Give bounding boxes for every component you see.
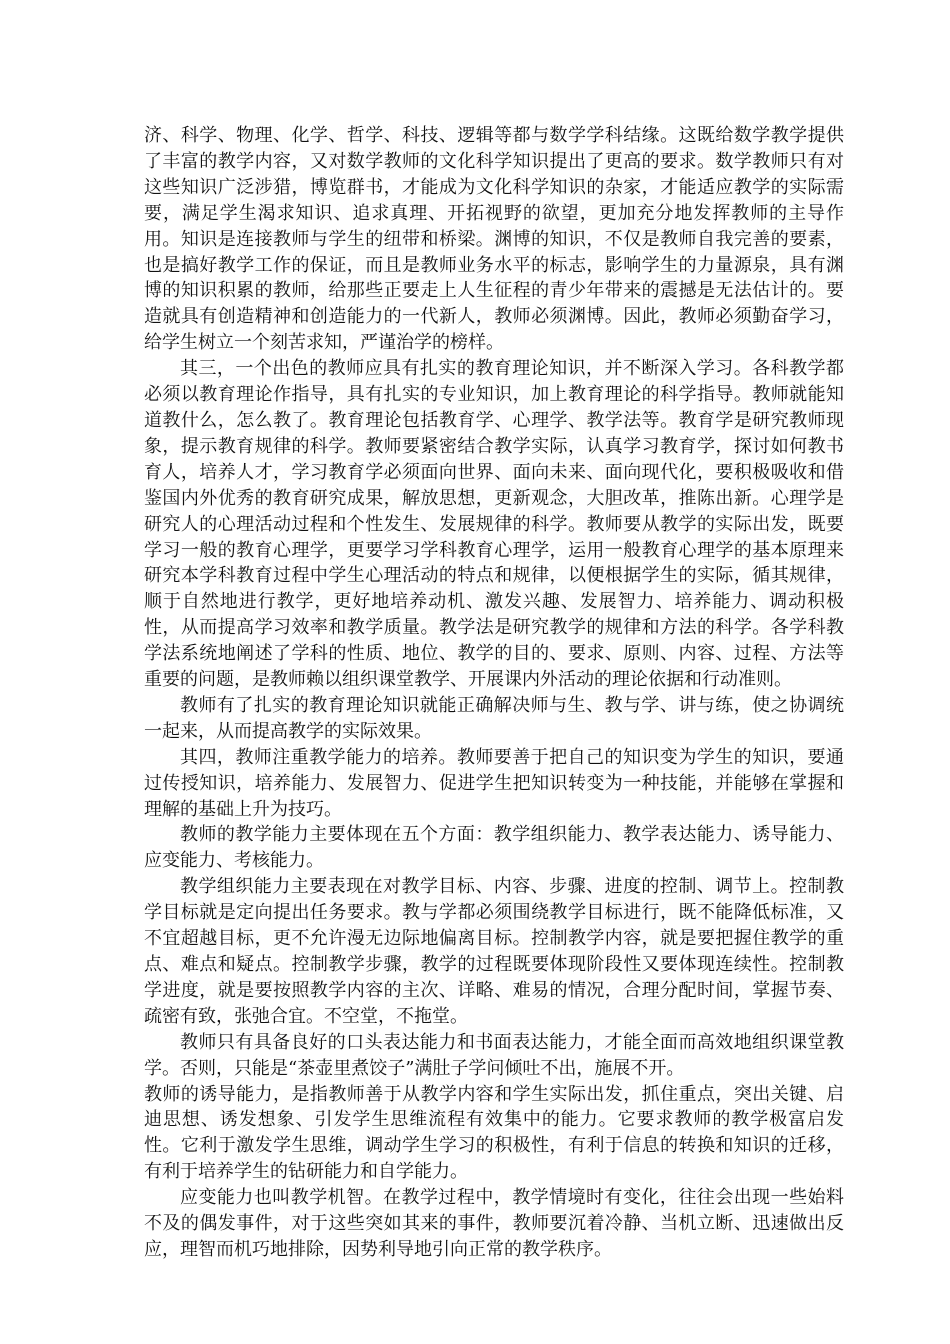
paragraph-2: 其三，一个出色的教师应具有扎实的教育理论知识，并不断深入学习。各科教学都必须以教育理论作指导，具有扎实的专业知识，加上教育理论的科学指导。教师就能知道教什么，怎么教了。教育理论包括教育学、心理学、教学法等。教育学是研究教师现象，提示教育规律的科学。教师要紧密结合教学实际，认真学习教育学，探讨如何教书育人，培养人才，学习教育学必须面向世界、面向未来、面向现代化，要积极吸收和借鉴国内外优秀的教育研究成果，解放思想，更新观念，大胆改革，推陈出新。心理学是研究人的心理活动过程和个性发生、发展规律的科学。教师要从教学的实际出发，既要学习一般的教育心理学，更要学习学科教育心理学，运用一般教育心理学的基本原理来研究本学科教育过程中学生心理活动的特点和规律，以便根据学生的实际，循其规律，顺于自然地进行教学，更好地培养动机、激发兴趣、发展智力、培养能力、调动积极性，从而提高学习效率和教学质量。教学法是研究教学的规律和方法的科学。各学科教学法系统地阐述了学科的性质、地位、教学的目的、要求、原则、内容、过程、方法等重要的问题，是教师赖以组织课堂教学、开展课内外活动的理论依据和行动准则。 xyxy=(144,358,844,691)
paragraph-7: 教师只有具备良好的口头表达能力和书面表达能力，才能全面而高效地组织课堂教学。否则，只能是“茶壶里煮饺子”满肚子学问倾吐不出，施展不开。 xyxy=(144,1031,844,1079)
paragraph-8: 教师的诱导能力，是指教师善于从教学内容和学生实际出发，抓住重点，突出关键、启迪思想、诱发想象、引发学生思维流程有效集中的能力。它要求教师的教学极富启发性。它利于激发学生思维，调动学生学习的积极性，有利于信息的转换和知识的迁移，有利于培养学生的钻研能力和自学能力。 xyxy=(144,1083,844,1183)
paragraph-3: 教师有了扎实的教育理论知识就能正确解决师与生、教与学、讲与练，使之协调统一起来，从而提高教学的实际效果。 xyxy=(144,694,844,742)
paragraph-4: 其四，教师注重教学能力的培养。教师要善于把自己的知识变为学生的知识，要通过传授知识，培养能力、发展智力、促进学生把知识转变为一种技能，并能够在掌握和理解的基础上升为技巧。 xyxy=(144,746,844,820)
paragraph-5: 教师的教学能力主要体现在五个方面：教学组织能力、教学表达能力、诱导能力、应变能力、考核能力。 xyxy=(144,824,844,872)
paragraph-6: 教学组织能力主要表现在对教学目标、内容、步骤、进度的控制、调节上。控制教学目标就是定向提出任务要求。教与学都必须围绕教学目标进行，既不能降低标准，又不宜超越目标，更不允许漫无边际地偏离目标。控制教学内容，就是要把握住教学的重点、难点和疑点。控制教学步骤，教学的过程既要体现阶段性又要体现连续性。控制教学进度，就是要按照教学内容的主次、详略、难易的情况，合理分配时间，掌握节奏、疏密有致，张弛合宜。不空堂，不拖堂。 xyxy=(144,876,844,1027)
paragraph-1: 济、科学、物理、化学、哲学、科技、逻辑等都与数学学科结缘。这既给数学教学提供了丰富的教学内容，又对数学教师的文化科学知识提出了更高的要求。数学教师只有对这些知识广泛涉猎，博览群书，才能成为文化科学知识的杂家，才能适应教学的实际需要，满足学生渴求知识、追求真理、开拓视野的欲望，更加充分地发挥教师的主导作用。知识是连接教师与学生的纽带和桥梁。渊博的知识，不仅是教师自我完善的要素，也是搞好教学工作的保证，而且是教师业务水平的标志，影响学生的力量源泉，具有渊博的知识积累的教师，给那些正要走上人生征程的青少年带来的震撼是无法估计的。要造就具有创造精神和创造能力的一代新人，教师必须渊博。因此，教师必须勤奋学习，给学生树立一个刻苦求知，严谨治学的榜样。 xyxy=(144,125,844,354)
document-body xyxy=(144,123,844,1263)
paragraph-9: 应变能力也叫教学机智。在教学过程中，教学情境时有变化，往往会出现一些始料不及的偶发事件，对于这些突如其来的事件，教师要沉着冷静、当机立断、迅速做出反应，理智而机巧地排除，因势利导地引向正常的教学秩序。 xyxy=(144,1187,844,1260)
